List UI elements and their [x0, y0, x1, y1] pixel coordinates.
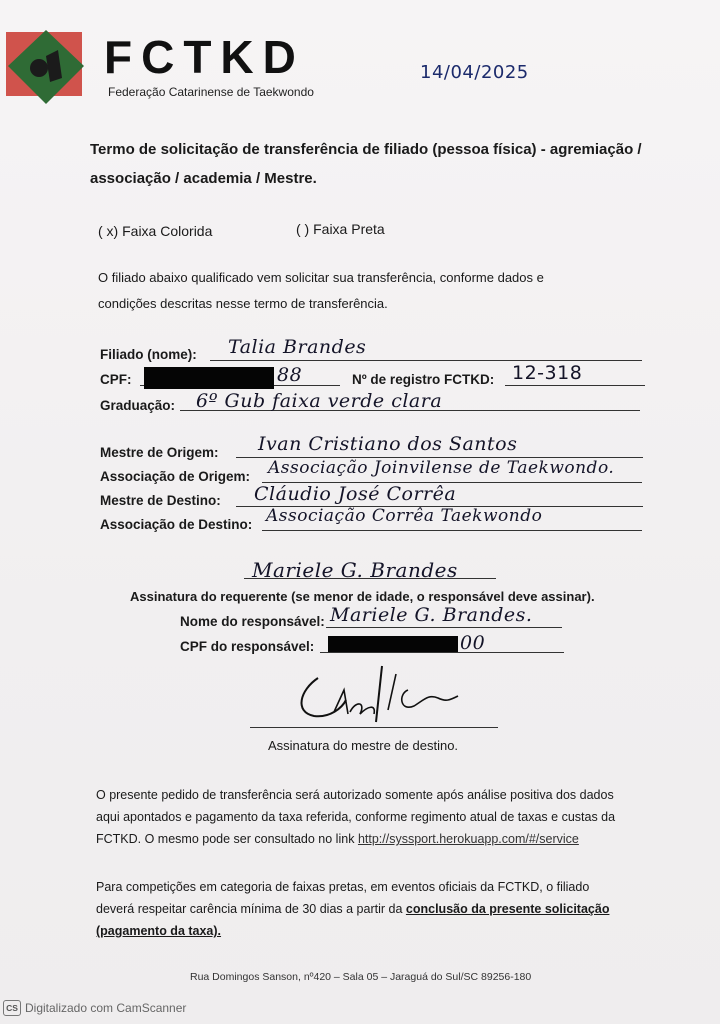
- checkbox-label: Faixa Preta: [313, 221, 385, 237]
- checkbox-mark: ( ): [296, 221, 310, 237]
- camscanner-watermark: [3, 1000, 186, 1016]
- registro-line: [505, 385, 645, 386]
- registro-label: Nº de registro FCTKD:: [352, 372, 495, 387]
- graduacao-label: Graduação:: [100, 398, 176, 413]
- cpf-label: CPF:: [100, 372, 132, 387]
- requester-signature-caption: Assinatura do requerente (se menor de idade, o responsável deve assinar).: [130, 589, 595, 604]
- registro-value[interactable]: 12-318: [512, 362, 583, 384]
- document-title-line1: Termo de solicitação de transferência de filiado (pessoa física) - agremiação /: [90, 141, 642, 158]
- cpf-visible-digits[interactable]: 88: [277, 364, 303, 386]
- camscanner-text: Digitalizado com CamScanner: [25, 1001, 187, 1015]
- responsavel-line: [326, 627, 562, 628]
- assoc-destino-label: Associação de Destino:: [100, 517, 253, 532]
- footer-address: Rua Domingos Sanson, nº420 – Sala 05 – Jaraguá do Sul/SC 89256-180: [190, 971, 532, 983]
- mestre-origem-value[interactable]: Ivan Cristiano dos Santos: [258, 433, 518, 455]
- graduacao-value[interactable]: 6º Gub faixa verde clara: [196, 390, 443, 412]
- intro-line1: O filiado abaixo qualificado vem solicitar sua transferência, conforme dados e: [98, 270, 544, 285]
- date-handwritten: 14/04/2025: [420, 62, 529, 83]
- notice-line3: [96, 828, 579, 850]
- cpf-responsavel-line: [320, 652, 564, 653]
- checkbox-faixa-colorida[interactable]: [98, 220, 212, 242]
- master-signature-icon: [290, 660, 480, 728]
- competition-line2: [96, 898, 609, 920]
- document-title-line2: associação / academia / Mestre.: [90, 170, 317, 187]
- filiado-value[interactable]: Talia Brandes: [228, 336, 367, 358]
- intro-line2: condições descritas nesse termo de transferência.: [98, 296, 388, 311]
- responsavel-value[interactable]: Mariele G. Brandes.: [330, 604, 533, 626]
- assoc-origem-label: Associação de Origem:: [100, 469, 251, 484]
- cpf-responsavel-redaction: [328, 636, 458, 652]
- notice-line1: O presente pedido de transferência será autorizado somente após análise positiva dos dados: [96, 788, 614, 802]
- requester-signature-line: [244, 578, 496, 579]
- competition-underlined-phrase: conclusão da presente solicitação: [405, 902, 610, 916]
- cpf-responsavel-label: CPF do responsável:: [180, 639, 315, 654]
- cpf-redaction: [144, 367, 274, 389]
- federation-name: Federação Catarinense de Taekwondo: [108, 85, 314, 99]
- competition-line2-text: deverá respeitar carência mínima de 30 dias a partir da: [96, 902, 403, 916]
- responsavel-label: Nome do responsável:: [180, 614, 325, 629]
- checkbox-label: Faixa Colorida: [122, 223, 213, 239]
- competition-line1: Para competições em categoria de faixas pretas, em eventos oficiais da FCTKD, o filiado: [96, 880, 590, 894]
- checkbox-mark: ( x): [98, 223, 119, 239]
- assoc-origem-value[interactable]: Associação Joinvilense de Taekwondo.: [268, 458, 615, 478]
- mestre-origem-label: Mestre de Origem:: [100, 445, 219, 460]
- mestre-destino-label: Mestre de Destino:: [100, 493, 221, 508]
- checkbox-faixa-preta[interactable]: [296, 218, 385, 240]
- master-signature-line: [250, 727, 498, 728]
- master-signature-caption: Assinatura do mestre de destino.: [268, 738, 459, 753]
- fctkd-logo-icon: [6, 26, 86, 106]
- syssport-link[interactable]: http://syssport.herokuapp.com/#/service: [357, 832, 579, 846]
- assoc-destino-line: [262, 530, 642, 531]
- notice-line3-text: FCTKD. O mesmo pode ser consultado no link: [96, 832, 355, 846]
- logo-wordmark: FCTKD: [104, 31, 305, 83]
- assoc-destino-value[interactable]: Associação Corrêa Taekwondo: [266, 506, 543, 526]
- notice-line2: aqui apontados e pagamento da taxa referida, conforme regimento atual de taxas e custas da: [96, 810, 616, 824]
- competition-line3: (pagamento da taxa).: [96, 924, 222, 938]
- camscanner-badge-icon: CS: [3, 1000, 21, 1016]
- requester-signature: Mariele G. Brandes: [252, 558, 458, 582]
- cpf-responsavel-visible-digits[interactable]: 00: [460, 632, 486, 654]
- mestre-destino-value[interactable]: Cláudio José Corrêa: [254, 483, 457, 505]
- filiado-line: [210, 360, 642, 361]
- filiado-label: Filiado (nome):: [100, 347, 197, 362]
